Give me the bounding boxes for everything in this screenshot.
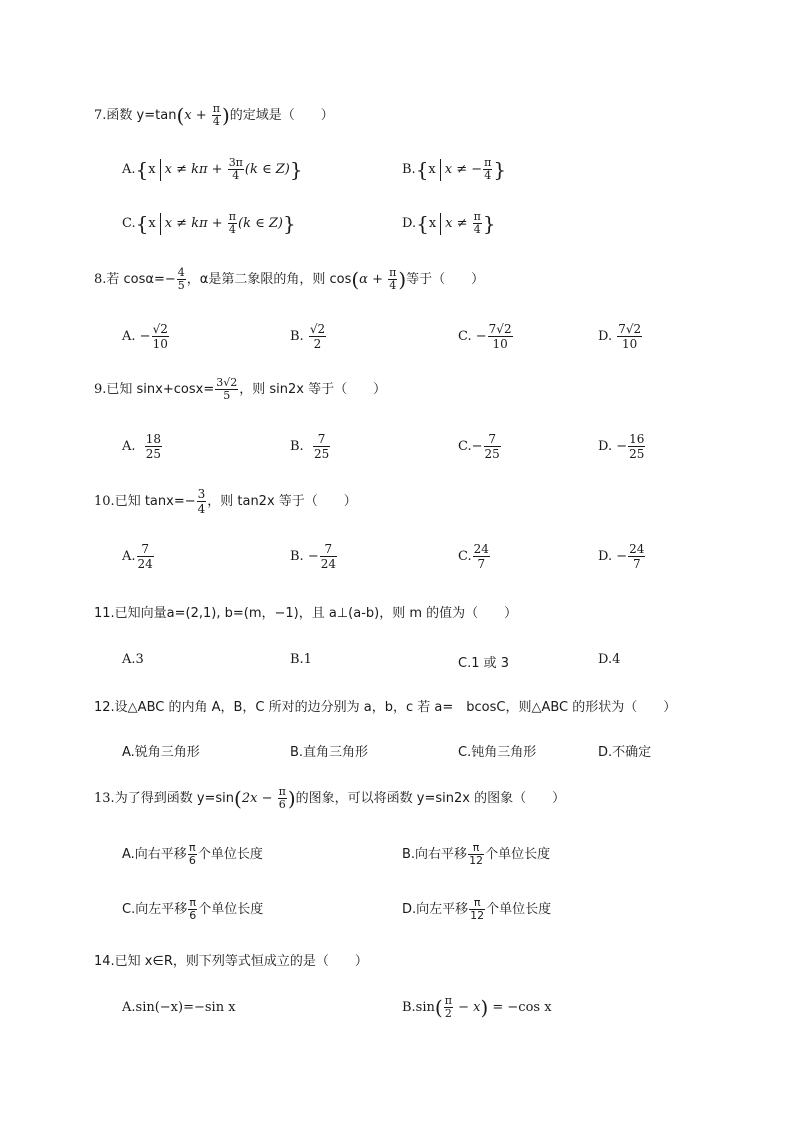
q13-lparen: (	[234, 786, 242, 811]
q7-a-label: A.	[122, 162, 136, 177]
q8-stem-c: 等于（ ）	[406, 272, 485, 287]
q10-f-num: 3	[197, 487, 206, 501]
q8-d-num: 7√2	[618, 322, 642, 336]
q9-option-b[interactable]	[290, 432, 331, 461]
q7-c-cond-b: (k ∈ Z)	[238, 216, 283, 231]
q8-c-den: 10	[492, 337, 508, 351]
q8-b-num: √2	[309, 322, 326, 336]
q10-option-c[interactable]	[458, 542, 491, 571]
q8-f-num: 4	[177, 266, 185, 279]
q11-option-b[interactable]: B.1	[290, 652, 312, 667]
q7-c-label: C.	[122, 216, 136, 231]
q7-a-set: x	[148, 162, 156, 177]
q8-a-den: 10	[152, 337, 168, 351]
q12-option-a[interactable]: A.锐角三角形	[122, 745, 200, 760]
q13-a-num: π	[189, 841, 196, 854]
q9-f-den: 5	[223, 389, 231, 402]
q14-lparen: (	[434, 995, 443, 1020]
q9-option-d[interactable]	[598, 432, 646, 461]
q7-option-a[interactable]	[122, 157, 303, 182]
q8-rparen: )	[398, 267, 407, 292]
q10-b-num: 7	[320, 542, 337, 557]
q10-d-num: 24	[629, 542, 645, 556]
q10-d-den: 7	[632, 557, 641, 571]
q7-option-d[interactable]	[402, 211, 496, 236]
q10-c-frac	[473, 542, 490, 571]
q8-arg-frac	[388, 267, 397, 292]
q8-a-label: A.	[122, 329, 136, 344]
q7-a-cond-b: (k ∈ Z)	[244, 162, 290, 177]
q13-a-text: A.向右平移	[122, 847, 187, 862]
q13-b-den: 12	[469, 854, 484, 867]
brace-open: {	[416, 211, 429, 236]
q13-c-frac	[188, 897, 197, 922]
q13-option-a[interactable]	[122, 842, 263, 867]
q13-d-text: D.向左平移	[402, 902, 469, 917]
q13-b-num: π	[468, 842, 484, 855]
q13-b-frac	[468, 842, 484, 867]
q7-number: 7.	[94, 108, 107, 123]
q10-number: 10.	[94, 494, 115, 509]
q10-option-b[interactable]	[290, 542, 338, 571]
q8-stem-b: ，α是第二象限的角，则 cos	[186, 272, 352, 287]
q13-c-unit: 个单位长度	[198, 902, 264, 917]
q14-b-arg: − x	[453, 1000, 481, 1015]
q9-frac	[215, 377, 238, 402]
q8-option-b[interactable]	[290, 322, 327, 351]
q9-b-num: 7	[313, 432, 330, 447]
q10-b-den: 24	[320, 557, 337, 571]
q13-d-den: 12	[470, 909, 485, 922]
q9-stem-b: ，则 sin2x 等于（ ）	[239, 382, 387, 397]
q7-a-frac	[228, 157, 244, 182]
q13-a-frac	[188, 842, 197, 867]
q10-a-num: 7	[137, 542, 154, 557]
q12-option-d[interactable]: D.不确定	[598, 745, 652, 760]
q8-number: 8.	[94, 272, 107, 287]
q9-a-label: A.	[122, 439, 136, 454]
q14-rparen: )	[480, 995, 489, 1020]
brace-close: }	[493, 157, 507, 182]
q10-stem-a: 已知 tanx=−	[114, 494, 196, 509]
q7-b-cond: x ≠ −	[444, 162, 483, 177]
q8-b-frac	[309, 322, 326, 351]
q7-b-den: 4	[484, 169, 492, 182]
q14-option-b[interactable]	[402, 995, 552, 1020]
q8-option-c[interactable]	[458, 322, 514, 351]
q13-d-num: π	[469, 897, 485, 910]
q10-f-den: 4	[197, 502, 206, 516]
q9-d-label: D.	[598, 439, 613, 454]
q13-b-text: B.向右平移	[402, 847, 468, 862]
q10-b-frac	[320, 542, 337, 571]
q13-c-text: C.向左平移	[122, 902, 188, 917]
q7-arg: x +	[184, 108, 211, 123]
q8-a-frac	[152, 322, 169, 351]
q7-stem-a: 函数 y=tan	[106, 108, 177, 123]
q7-b-label: B.	[402, 162, 416, 177]
q10-c-label: C.	[458, 549, 472, 564]
q13-arg-num: π	[278, 785, 286, 798]
q9-d-frac	[628, 432, 645, 461]
q13-option-b[interactable]	[402, 842, 550, 867]
q7-lparen: (	[176, 103, 185, 128]
q11-option-a[interactable]: A.3	[122, 652, 144, 667]
q8-arg-den: 4	[389, 279, 397, 292]
q13-stem-a: 为了得到函数 y=sin	[114, 791, 235, 806]
q10-a-den: 24	[137, 557, 153, 571]
q10-b-label: B.	[290, 549, 304, 564]
q11-option-d[interactable]: D.4	[598, 652, 621, 667]
q13-arg: 2x −	[241, 791, 277, 806]
question-12-stem: 12.设△ABC 的内角 A，B，C 所对的边分别为 a，b，c 若 a= bcosC，则△ABC 的形状为（ ）	[94, 700, 677, 715]
q14-option-a[interactable]: A.sin(−x)=−sin x	[122, 1000, 236, 1015]
q13-arg-den: 6	[278, 798, 286, 811]
q13-number: 13.	[94, 791, 115, 806]
q9-c-num: 7	[484, 432, 501, 447]
q7-a-den: 4	[232, 169, 240, 182]
q9-d-sign: −	[616, 439, 628, 454]
q9-a-num: 18	[145, 432, 162, 446]
q8-d-den: 10	[622, 337, 638, 351]
q13-b-unit: 个单位长度	[485, 847, 551, 862]
q7-stem-b: 的定域是（ ）	[229, 108, 334, 123]
q13-a-den: 6	[188, 854, 196, 867]
brace-close: }	[482, 211, 496, 236]
q14-b-num: π	[444, 994, 452, 1007]
q8-arg: α +	[359, 272, 388, 287]
q7-option-b[interactable]	[402, 157, 506, 182]
q7-d-den: 4	[473, 223, 481, 236]
q9-a-den: 25	[145, 447, 162, 461]
q10-b-sign: −	[307, 549, 319, 564]
question-9-stem	[94, 377, 386, 402]
q10-a-label: A.	[122, 549, 136, 564]
q7-c-cond: x ≠ kπ +	[164, 216, 227, 231]
question-10-stem	[94, 487, 357, 516]
question-14-stem: 14.已知 x∈R，则下列等式恒成立的是（ ）	[94, 954, 368, 969]
q7-rparen: )	[221, 103, 230, 128]
q10-c-num: 24	[473, 542, 489, 556]
q8-d-label: D.	[598, 329, 613, 344]
q9-c-den: 25	[484, 447, 500, 461]
q9-b-frac	[313, 432, 330, 461]
q7-a-num: 3π	[228, 156, 243, 169]
q7-c-frac	[228, 211, 237, 236]
q8-a-sign: −	[139, 329, 151, 344]
q13-arg-frac	[278, 786, 287, 811]
brace-close: }	[289, 157, 303, 182]
q7-option-c[interactable]	[122, 211, 296, 236]
q8-c-num: 7√2	[488, 322, 512, 336]
q10-d-frac	[628, 542, 645, 571]
q13-c-den: 6	[189, 909, 197, 922]
brace-open: {	[135, 157, 149, 182]
q14-b-den: 2	[444, 1007, 452, 1020]
q10-c-den: 7	[477, 557, 486, 571]
q10-d-label: D.	[598, 549, 613, 564]
brace-open: {	[135, 211, 149, 236]
q8-option-d[interactable]	[598, 322, 643, 351]
q10-d-sign: −	[616, 549, 628, 564]
brace-open: {	[415, 157, 429, 182]
q9-b-den: 25	[313, 447, 330, 461]
set-bar	[160, 159, 161, 181]
q14-b-func: B.sin	[402, 1000, 435, 1015]
q7-c-set: x	[148, 216, 156, 231]
q8-frac	[177, 267, 186, 292]
q7-c-den: 4	[228, 223, 236, 236]
q9-option-c[interactable]	[458, 432, 502, 461]
q8-option-a[interactable]	[122, 322, 170, 351]
q10-a-frac	[137, 542, 154, 571]
q9-c-sign: −	[471, 439, 483, 454]
q7-d-label: D.	[402, 216, 417, 231]
q10-stem-b: ，则 tan2x 等于（ ）	[207, 494, 357, 509]
q9-option-a[interactable]	[122, 432, 163, 461]
q9-b-label: B.	[290, 439, 304, 454]
q8-c-sign: −	[475, 329, 487, 344]
q8-arg-num: π	[389, 266, 397, 279]
q9-c-frac	[484, 432, 501, 461]
q9-stem-a: 已知 sinx+cosx=	[106, 382, 215, 397]
q13-d-frac	[469, 897, 485, 922]
q7-b-set: x	[428, 162, 436, 177]
brace-close: }	[282, 211, 296, 236]
q8-stem-a: 若 cosα=−	[106, 272, 176, 287]
q7-b-num: π	[484, 156, 492, 169]
q9-d-den: 25	[629, 447, 645, 461]
q9-d-num: 16	[629, 432, 645, 446]
q13-c-num: π	[189, 896, 197, 909]
q7-b-frac	[483, 157, 492, 182]
q11-option-c[interactable]: C.1 或 3	[458, 656, 510, 671]
q7-d-num: π	[473, 210, 481, 223]
question-8-stem	[94, 267, 484, 292]
set-bar	[440, 159, 441, 181]
q10-option-a[interactable]	[122, 542, 155, 571]
q13-rparen: )	[287, 786, 296, 811]
q7-d-frac	[473, 211, 482, 236]
q12-option-c[interactable]: C.钝角三角形	[458, 745, 537, 760]
q7-arg-den: 4	[212, 115, 220, 128]
q8-d-frac	[617, 322, 642, 351]
q14-b-frac	[444, 995, 453, 1020]
q8-c-frac	[488, 322, 513, 351]
set-bar	[440, 213, 441, 235]
q7-a-cond: x ≠ kπ +	[164, 162, 227, 177]
q12-option-b[interactable]: B.直角三角形	[290, 745, 369, 760]
q14-b-rhs: = −cos x	[488, 1000, 552, 1015]
q9-a-frac	[145, 432, 162, 461]
question-11-stem: 11.已知向量a=(2,1), b=(m，−1)，且 a⊥(a-b)，则 m 的值为（ ）	[94, 606, 518, 621]
q9-f-num: 3√2	[216, 376, 238, 389]
q8-c-label: C.	[458, 329, 472, 344]
set-bar	[160, 213, 161, 235]
question-7-stem	[94, 103, 334, 128]
q8-lparen: (	[351, 267, 360, 292]
q9-number: 9.	[94, 382, 107, 397]
q8-a-num: √2	[152, 322, 168, 336]
q7-d-cond: x ≠	[445, 216, 472, 231]
question-13-stem	[94, 786, 565, 811]
q7-c-num: π	[228, 210, 237, 223]
q13-d-unit: 个单位长度	[486, 902, 552, 917]
q13-a-unit: 个单位长度	[197, 847, 263, 862]
q13-option-d[interactable]	[402, 897, 551, 922]
q7-d-set: x	[428, 216, 437, 231]
q10-option-d[interactable]	[598, 542, 646, 571]
q10-frac	[197, 487, 207, 516]
q13-option-c[interactable]	[122, 897, 263, 922]
q8-f-den: 5	[177, 279, 185, 292]
q8-b-label: B.	[290, 329, 304, 344]
q7-arg-num: π	[212, 102, 220, 115]
q9-c-label: C.	[458, 439, 472, 454]
q8-b-den: 2	[313, 337, 322, 351]
q13-stem-b: 的图象，可以将函数 y=sin2x 的图象（ ）	[295, 791, 566, 806]
q7-arg-frac	[212, 103, 221, 128]
